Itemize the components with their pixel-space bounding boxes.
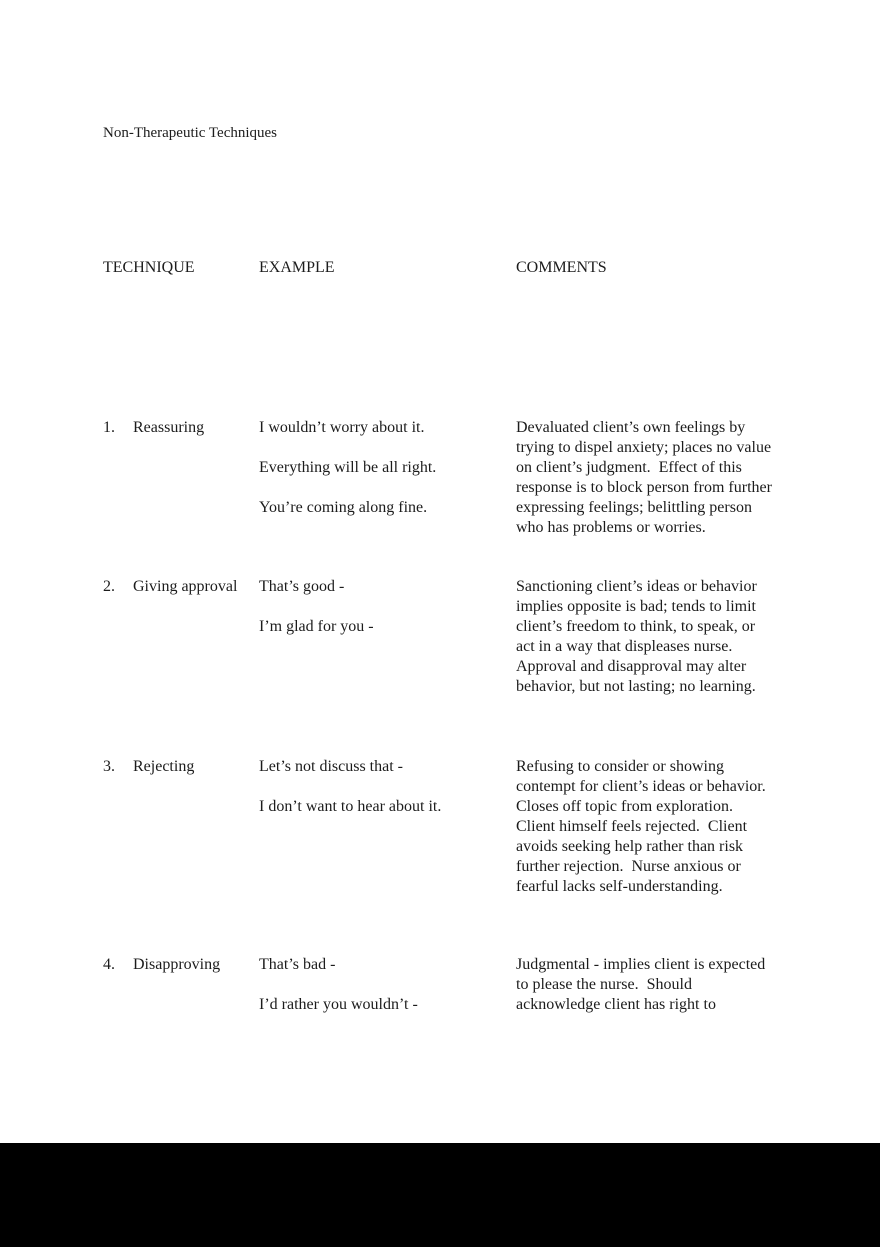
example-cell — [259, 955, 494, 1015]
example-line: Let’s not discuss that - — [259, 758, 403, 775]
bottom-letterbox-bar — [0, 1143, 880, 1247]
example-line: I’d rather you wouldn’t - — [259, 996, 418, 1013]
example-line: I wouldn’t worry about it. — [259, 419, 425, 436]
example-cell — [259, 757, 494, 817]
technique-cell — [103, 418, 241, 438]
technique-label: Disapproving — [133, 956, 221, 973]
technique-number: 3. — [103, 758, 115, 775]
column-header-example: EXAMPLE — [259, 259, 335, 276]
comments-text: Sanctioning client’s ideas or behavior implies opposite is bad; tends to limit client’s freedom to think, to speak, or act in a way that displeases nurse. Approval and disapproval may alter behavior, but not lasting; no learning. — [516, 578, 761, 695]
example-cell — [259, 418, 494, 518]
example-line: You’re coming along fine. — [259, 499, 428, 516]
comments-text: Judgmental - implies client is expected to please the nurse. Should acknowledge client has right to — [516, 956, 770, 1013]
example-line: Everything will be all right. — [259, 459, 437, 476]
comments-text: Refusing to consider or showing contempt for client’s ideas or behavior. Closes off topic from exploration. Client himself feels rejected. Client avoids seeking help rather than risk further rejection. Nurse anxious or fearful lacks self-understanding. — [516, 758, 774, 895]
technique-cell — [103, 577, 241, 597]
technique-cell — [103, 955, 241, 975]
example-line: I don’t want to hear about it. — [259, 798, 442, 815]
technique-label: Rejecting — [133, 758, 195, 775]
technique-number: 4. — [103, 956, 115, 973]
technique-label: Reassuring — [133, 419, 205, 436]
technique-number: 1. — [103, 419, 115, 436]
example-line: I’m glad for you - — [259, 618, 374, 635]
technique-number: 2. — [103, 578, 115, 595]
example-line: That’s bad - — [259, 956, 336, 973]
technique-label: Giving approval — [133, 578, 238, 595]
column-header-technique: TECHNIQUE — [103, 259, 195, 276]
column-header-comments: COMMENTS — [516, 259, 607, 276]
page-title: Non-Therapeutic Techniques — [103, 125, 278, 141]
table-header-row — [0, 257, 880, 279]
technique-cell — [103, 757, 241, 777]
comments-text: Devaluated client’s own feelings by trying to dispel anxiety; places no value on client’s judgment. Effect of this response is to block person from further expressing feelings; belittling person who has problems or worries. — [516, 419, 776, 536]
example-line: That’s good - — [259, 578, 345, 595]
example-cell — [259, 577, 494, 637]
